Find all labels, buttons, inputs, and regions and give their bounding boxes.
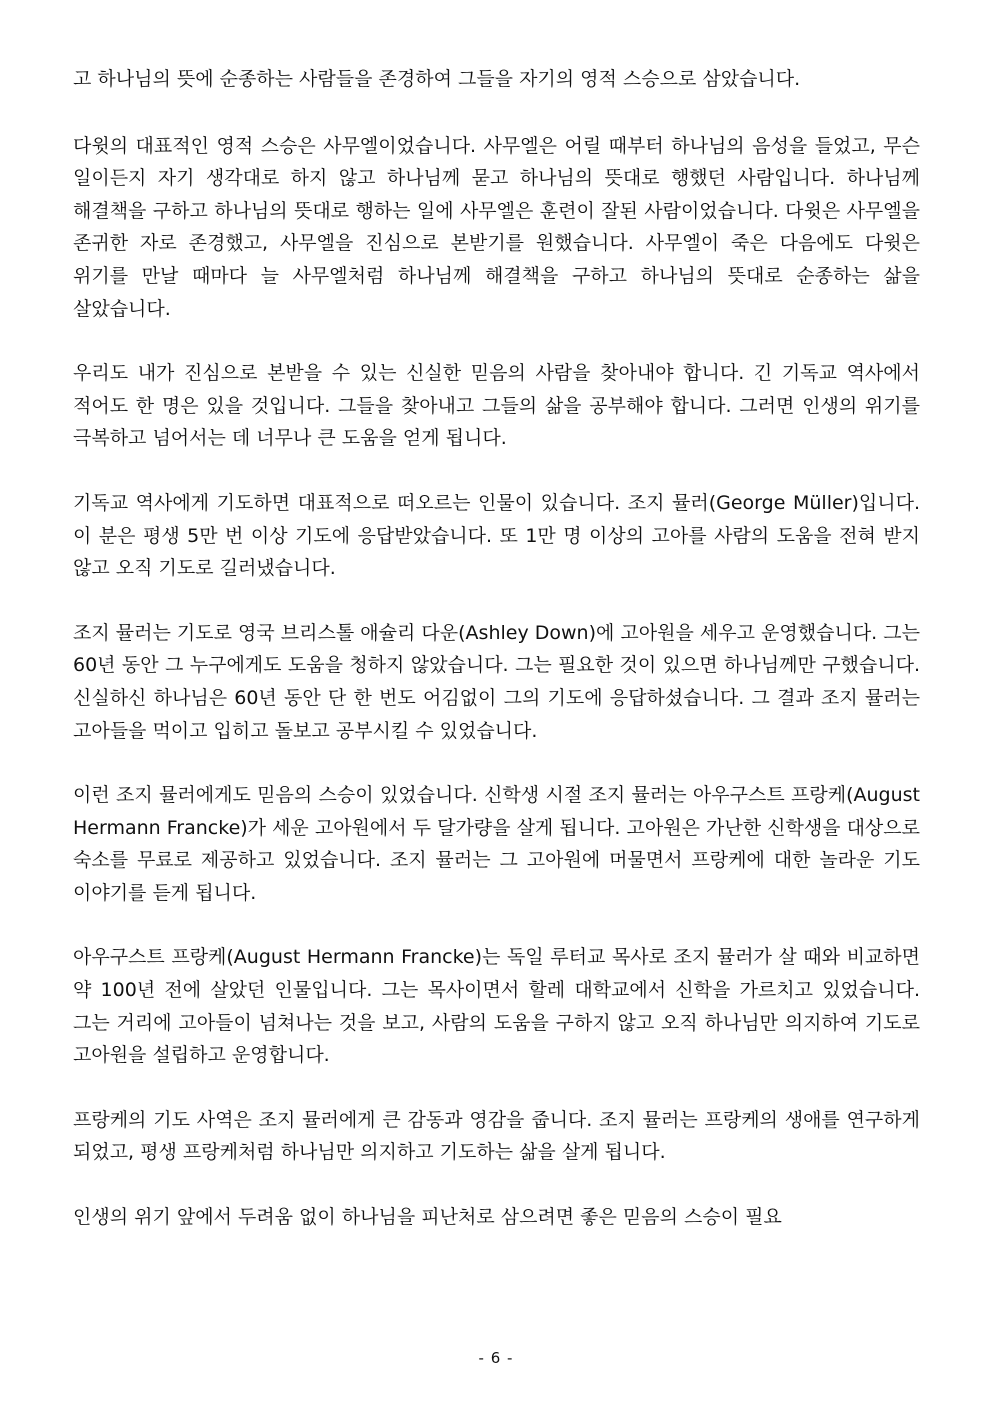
paragraph-3: 우리도 내가 진심으로 본받을 수 있는 신실한 믿음의 사람을 찾아내야 합니다. 긴 기독교 역사에서 적어도 한 명은 있을 것입니다. 그들을 찾아내고 그들의 삶을 공부해야 합니다. 그러면 인생의 위기를 극복하고 넘어서는 데 너무나 큰 도움을 얻게 됩니다.	[73, 362, 920, 450]
page-number: - 6 -	[478, 1349, 514, 1367]
paragraph-7: 아우구스트 프랑케(August Hermann Francke)는 독일 루터교 목사로 조지 뮬러가 살 때와 비교하면 약 100년 전에 살았던 인물입니다. 그는 목사이면서 할레 대학교에서 신학을 가르치고 있었습니다. 그는 거리에 고아들이 넘쳐나는 것을 보고, 사람의 도움을 구하지 않고 오직 하나님만 의지하여 기도로 고아원을 설립하고 운영합니다.	[73, 946, 920, 1067]
body-text	[73, 63, 920, 1266]
paragraph-6: 이런 조지 뮬러에게도 믿음의 스승이 있었습니다. 신학생 시절 조지 뮬러는 아우구스트 프랑케(August Hermann Francke)가 세운 고아원에서 두 달가량을 살게 됩니다. 고아원은 가난한 신학생을 대상으로 숙소를 무료로 제공하고 있었습니다. 조지 뮬러는 그 고아원에 머물면서 프랑케에 대한 놀라운 기도 이야기를 듣게 됩니다.	[73, 784, 920, 904]
paragraph-4: 기독교 역사에게 기도하면 대표적으로 떠오르는 인물이 있습니다. 조지 뮬러(George Müller)입니다. 이 분은 평생 5만 번 이상 기도에 응답받았습니다. 또 1만 명 이상의 고아를 사람의 도움을 전혀 받지 않고 오직 기도로 길러냈습니다.	[73, 491, 920, 580]
paragraph-8: 프랑케의 기도 사역은 조지 뮬러에게 큰 감동과 영감을 줍니다. 조지 뮬러는 프랑케의 생애를 연구하게 되었고, 평생 프랑케처럼 하나님만 의지하고 기도하는 삶을 살게 됩니다.	[73, 1108, 920, 1164]
paragraph-1: 고 하나님의 뜻에 순종하는 사람들을 존경하여 그들을 자기의 영적 스승으로 삼았습니다.	[73, 68, 801, 90]
paragraph-9: 인생의 위기 앞에서 두려움 없이 하나님을 피난처로 삼으려면 좋은 믿음의 스승이 필요	[73, 1206, 782, 1229]
paragraph-2: 다윗의 대표적인 영적 스승은 사무엘이었습니다. 사무엘은 어릴 때부터 하나님의 음성을 들었고, 무슨 일이든지 자기 생각대로 하지 않고 하나님께 묻고 하나님의 뜻대로 행했던 사람입니다. 하나님께 해결책을 구하고 하나님의 뜻대로 행하는 일에 사무엘은 훈련이 잘된 사람이었습니다. 다윗은 사무엘을 존귀한 자로 존경했고, 사무엘을 진심으로 본받기를 원했습니다. 사무엘이 죽은 다음에도 다윗은 위기를 만날 때마다 늘 사무엘처럼 하나님께 해결책을 구하고 하나님의 뜻대로 순종하는 삶을 살았습니다.	[73, 134, 920, 320]
paragraph-5: 조지 뮬러는 기도로 영국 브리스톨 애슐리 다운(Ashley Down)에 고아원을 세우고 운영했습니다. 그는 60년 동안 그 누구에게도 도움을 청하지 않았습니다. 그는 필요한 것이 있으면 하나님께만 구했습니다. 신실하신 하나님은 60년 동안 단 한 번도 어김없이 그의 기도에 응답하셨습니다. 그 결과 조지 뮬러는 고아들을 먹이고 입히고 돌보고 공부시킬 수 있었습니다.	[73, 621, 920, 742]
